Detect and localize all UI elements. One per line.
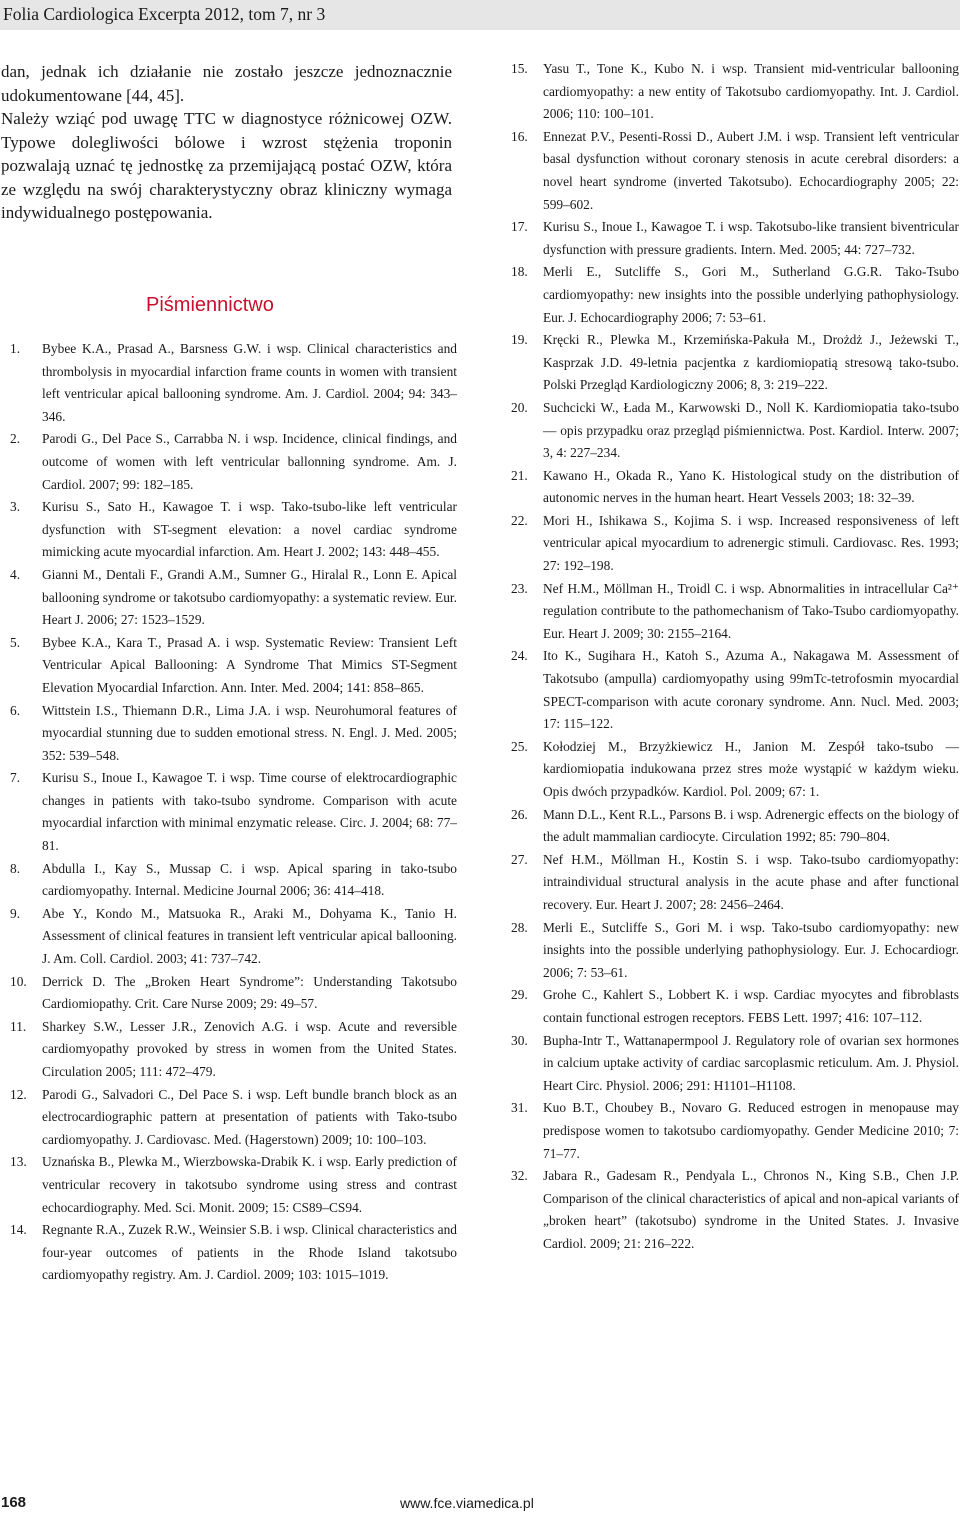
reference-number: 10. xyxy=(10,973,27,989)
reference-item xyxy=(511,329,959,397)
reference-text: Abdulla I., Kay S., Mussap C. i wsp. Apical sparing in tako-tsubo cardiomyopathy. Internal. Medicine Journal 2006; 36: 414–418. xyxy=(42,860,457,899)
reference-item xyxy=(10,1084,457,1152)
reference-text: Bupha-Intr T., Wattanapermpool J. Regulatory role of ovarian sex hormones in calcium uptake activity of cardiac sarcoplasmic reticulum. Am. J. Physiol. Heart Circ. Physiol. 2006; 291: H1101–H1108. xyxy=(543,1032,959,1093)
reference-item xyxy=(10,496,457,564)
reference-text: Sharkey S.W., Lesser J.R., Zenovich A.G. i wsp. Acute and reversible cardiomyopathy provoked by stress in women from the United States. Circulation 2005; 111: 472–479. xyxy=(42,1018,457,1079)
reference-text: Bybee K.A., Prasad A., Barsness G.W. i wsp. Clinical characteristics and thrombolysis in myocardial infarction frame counts in women with transient left ventricular apical ballooning syndrome. Am. J. Cardiol. 2004; 94: 343–346. xyxy=(42,341,457,424)
intro-paragraph: dan, jednak ich działanie nie zostało jeszcze jednoznacznie udokumentowane [44, 45]. xyxy=(1,62,452,105)
reference-item xyxy=(10,700,457,768)
reference-number: 28. xyxy=(511,919,528,935)
reference-item xyxy=(511,510,959,578)
reference-number: 9. xyxy=(10,905,21,921)
reference-number: 32. xyxy=(511,1168,528,1184)
reference-item xyxy=(10,564,457,632)
reference-text: Ito K., Sugihara H., Katoh S., Azuma A., Nakagawa M. Assessment of Takotsubo (ampulla) cardiomyopathy using 99mTc-tetrofosmin myocardial SPECT-comparison with acute coronary syndrome. Ann. Nucl. Med. 2003; 17: 115–122. xyxy=(543,648,959,732)
reference-text: Abe Y., Kondo M., Matsuoka R., Araki M., Dohyama K., Tanio H. Assessment of clinical features in transient left ventricular apical ballooning. J. Am. Coll. Cardiol. 2003; 41: 737–742. xyxy=(42,905,457,967)
reference-text: Merli E., Sutcliffe S., Gori M. i wsp. Tako-tsubo cardiomyopathy: new insights into the possible underlying pathophysiology. Eur. J. Echocardiogr. 2006; 7: 53–61. xyxy=(543,919,959,980)
reference-text: Parodi G., Salvadori C., Del Pace S. i wsp. Left bundle branch block as an electrocardiographic pattern at presentation of patients with Tako-tsubo cardiomyopathy. J. Cardiovasc. Med. (Hagerstown) 2009; 10: 100–103. xyxy=(42,1086,457,1147)
reference-item xyxy=(511,126,959,216)
reference-item xyxy=(511,216,959,261)
reference-item xyxy=(10,338,457,428)
reference-number: 21. xyxy=(511,467,528,483)
reference-number: 29. xyxy=(511,987,528,1003)
reference-number: 2. xyxy=(10,431,21,447)
reference-number: 5. xyxy=(10,634,21,650)
reference-item xyxy=(10,428,457,496)
reference-text: Kurisu S., Inoue I., Kawagoe T. i wsp. Time course of elektrocardiographic changes in patients with tako-tsubo syndrome. Comparison with acute myocardial infarction with minimal enzymatic release. Circ. J. 2004; 68: 77–81. xyxy=(42,770,457,854)
reference-number: 18. xyxy=(511,264,528,280)
reference-list-left xyxy=(10,338,457,1287)
reference-number: 25. xyxy=(511,738,528,754)
reference-number: 24. xyxy=(511,648,528,664)
reference-number: 26. xyxy=(511,806,528,822)
reference-item xyxy=(511,849,959,917)
reference-number: 17. xyxy=(511,219,528,235)
running-header xyxy=(0,0,960,30)
reference-item xyxy=(10,1219,457,1287)
reference-text: Kołodziej M., Brzyżkiewicz H., Janion M. Zespół tako-tsubo — kardiomiopatia indukowana przez stres może wystąpić w każdym wieku. Opis dwóch przypadków. Kardiol. Pol. 2009; 67: 1. xyxy=(543,738,959,799)
intro-text xyxy=(1,60,452,225)
reference-number: 12. xyxy=(10,1086,27,1102)
reference-text: Merli E., Sutcliffe S., Gori M., Sutherland G.G.R. Tako-Tsubo cardiomyopathy: new insights into the possible underlying pathophysiology. Eur. J. Echocardiography 2006; 7: 53–61. xyxy=(543,264,959,325)
reference-text: Grohe C., Kahlert S., Lobbert K. i wsp. Cardiac myocytes and fibroblasts contain functional estrogen receptors. FEBS Lett. 1997; 416: 107–112. xyxy=(543,987,959,1025)
reference-item xyxy=(511,397,959,465)
reference-number: 23. xyxy=(511,580,528,596)
reference-item xyxy=(10,971,457,1016)
reference-number: 27. xyxy=(511,851,528,867)
intro-paragraph: Należy wziąć pod uwagę TTC w diagnostyce różnicowej OZW. Typowe dolegliwości bólowe i wzrost stężenia troponin pozwalają uznać tę jednostkę za przemijającą postać OZW, która ze względu na swój charakterystyczny obraz kliniczny wymaga indywidualnego postępowania. xyxy=(1,109,452,222)
reference-number: 30. xyxy=(511,1032,528,1048)
reference-item xyxy=(10,767,457,857)
reference-text: Uznańska B., Plewka M., Wierzbowska-Drabik K. i wsp. Early prediction of ventricular recovery in takotsubo syndrome using stress and contrast echocardiography. Med. Sci. Monit. 2009; 15: CS89–CS94. xyxy=(42,1154,457,1215)
reference-number: 11. xyxy=(10,1018,27,1034)
reference-item xyxy=(511,804,959,849)
reference-text: Mann D.L., Kent R.L., Parsons B. i wsp. Adrenergic effects on the biology of the adult mammalian cardiocyte. Circulation 1992; 85: 790–804. xyxy=(543,806,959,845)
reference-text: Parodi G., Del Pace S., Carrabba N. i wsp. Incidence, clinical findings, and outcome of women with left ventricular ballonning syndrome. Am. J. Cardiol. 2007; 99: 182–185. xyxy=(42,431,457,492)
reference-item xyxy=(511,58,959,126)
page-number: 168 xyxy=(1,1494,27,1511)
reference-text: Mori H., Ishikawa S., Kojima S. i wsp. Increased responsiveness of left ventricular apical myocardium to adrenergic stimuli. Cardiovasc. Res. 1993; 27: 192–198. xyxy=(543,512,959,574)
reference-text: Bybee K.A., Kara T., Prasad A. i wsp. Systematic Review: Transient Left Ventricular Apical Ballooning: A Syndrome That Mimics ST-Segment Elevation Myocardial Infarction. Ann. Inter. Med. 2004; 141: 858–865. xyxy=(42,634,457,695)
journal-running-title: Folia Cardiologica Excerpta 2012, tom 7, nr 3 xyxy=(3,4,326,24)
reference-number: 15. xyxy=(511,61,528,76)
reference-item xyxy=(10,632,457,700)
reference-text: Derrick D. The „Broken Heart Syndrome”: Understanding Takotsubo Cardiomiopathy. Crit. Care Nurse 2009; 29: 49–57. xyxy=(42,973,457,1012)
reference-item xyxy=(511,736,959,804)
reference-item xyxy=(10,858,457,903)
references-heading: Piśmiennictwo xyxy=(146,294,274,316)
reference-text: Ennezat P.V., Pesenti-Rossi D., Aubert J.M. i wsp. Transient left ventricular basal dysfunction without coronary stenosis in acute cerebral disorders: a novel heart syndrome (inverted Takotsubo). Echocardiography 2005; 22: 599–602. xyxy=(543,128,959,212)
reference-number: 19. xyxy=(511,332,528,348)
reference-item xyxy=(10,1151,457,1219)
reference-text: Kuo B.T., Choubey B., Novaro G. Reduced estrogen in menopause may predispose women to takotsubo cardiomyopathy. Gender Medicine 2010; 7: 71–77. xyxy=(543,1100,959,1161)
reference-number: 14. xyxy=(10,1222,27,1238)
reference-text: Gianni M., Dentali F., Grandi A.M., Sumner G., Hiralal R., Lonn E. Apical ballooning syndrome or takotsubo cardiomyopathy: a systematic review. Eur. Heart J. 2006; 27: 1523–1529. xyxy=(42,566,457,628)
reference-text: Yasu T., Tone K., Kubo N. i wsp. Transient mid-ventricular ballooning cardiomyopathy: a new entity of Takotsubo cardiomyopathy. Int. J. Cardiol. 2006; 110: 100–101. xyxy=(543,61,959,122)
reference-number: 22. xyxy=(511,512,528,528)
reference-text: Nef H.M., Möllman H., Troidl C. i wsp. Abnormalities in intracellular Ca²⁺ regulation contribute to the pathomechanism of Tako-Tsubo cardiomyopathy. Eur. Heart J. 2009; 30: 2155–2164. xyxy=(543,580,959,641)
footer-url: www.fce.viamedica.pl xyxy=(400,1495,534,1511)
reference-text: Kręcki R., Plewka M., Krzemińska-Pakuła M., Drożdż J., Jeżewski T., Kasprzak J.D. 49-letnia pacjentka z kardiomiopatią stresową tako-tsubo. Polski Przegląd Kardiologiczny 2006; 8, 3: 219–222. xyxy=(543,332,959,393)
reference-number: 3. xyxy=(10,499,21,515)
reference-item xyxy=(10,903,457,971)
reference-item xyxy=(511,917,959,985)
reference-item xyxy=(511,465,959,510)
reference-text: Nef H.M., Möllman H., Kostin S. i wsp. Tako-tsubo cardiomyopathy: intraindividual structural analysis in the acute phase and after functional recovery. Eur. Heart J. 2007; 28: 2456–2464. xyxy=(543,851,959,912)
reference-item xyxy=(511,645,959,735)
reference-item xyxy=(511,578,959,646)
reference-item xyxy=(511,984,959,1029)
reference-number: 16. xyxy=(511,128,528,144)
reference-number: 7. xyxy=(10,770,21,786)
reference-number: 1. xyxy=(10,341,21,356)
reference-number: 6. xyxy=(10,702,21,718)
reference-item xyxy=(10,1016,457,1084)
reference-list-right xyxy=(511,58,959,1255)
reference-text: Jabara R., Gadesam R., Pendyala L., Chronos N., King S.B., Chen J.P. Comparison of the clinical characteristics of apical and non-apical variants of „broken heart” (takotsubo) syndrome in the United States. J. Invasive Cardiol. 2009; 21: 216–222. xyxy=(543,1168,959,1251)
reference-number: 8. xyxy=(10,860,21,876)
reference-number: 20. xyxy=(511,399,528,415)
reference-number: 4. xyxy=(10,566,21,582)
reference-item xyxy=(511,1030,959,1098)
reference-number: 13. xyxy=(10,1154,27,1170)
reference-text: Kawano H., Okada R., Yano K. Histological study on the distribution of autonomic nerves in the human heart. Heart Vessels 2003; 18: 32–39. xyxy=(543,467,959,506)
reference-text: Suchcicki W., Łada M., Karwowski D., Noll K. Kardiomiopatia tako-tsubo — opis przypadku oraz przegląd piśmiennictwa. Post. Kardiol. Interw. 2007; 3, 4: 227–234. xyxy=(543,399,959,461)
reference-text: Kurisu S., Inoue I., Kawagoe T. i wsp. Takotsubo-like transient biventricular dysfunction with pressure gradients. Intern. Med. 2005; 44: 727–732. xyxy=(543,219,959,257)
reference-item xyxy=(511,1165,959,1255)
reference-item xyxy=(511,261,959,329)
reference-number: 31. xyxy=(511,1100,528,1116)
reference-item xyxy=(511,1097,959,1165)
reference-text: Regnante R.A., Zuzek R.W., Weinsier S.B. i wsp. Clinical characteristics and four-year outcomes of patients in the Rhode Island takotsubo cardiomyopathy registry. Am. J. Cardiol. 2009; 103: 1015–1019. xyxy=(42,1222,457,1283)
reference-text: Kurisu S., Sato H., Kawagoe T. i wsp. Tako-tsubo-like left ventricular dysfunction with ST-segment elevation: a novel cardiac syndrome mimicking acute myocardial infarction. Am. Heart J. 2002; 143: 448–455. xyxy=(42,499,457,560)
reference-text: Wittstein I.S., Thiemann D.R., Lima J.A. i wsp. Neurohumoral features of myocardial stunning due to sudden emotional stress. N. Engl. J. Med. 2005; 352: 539–548. xyxy=(42,702,457,763)
